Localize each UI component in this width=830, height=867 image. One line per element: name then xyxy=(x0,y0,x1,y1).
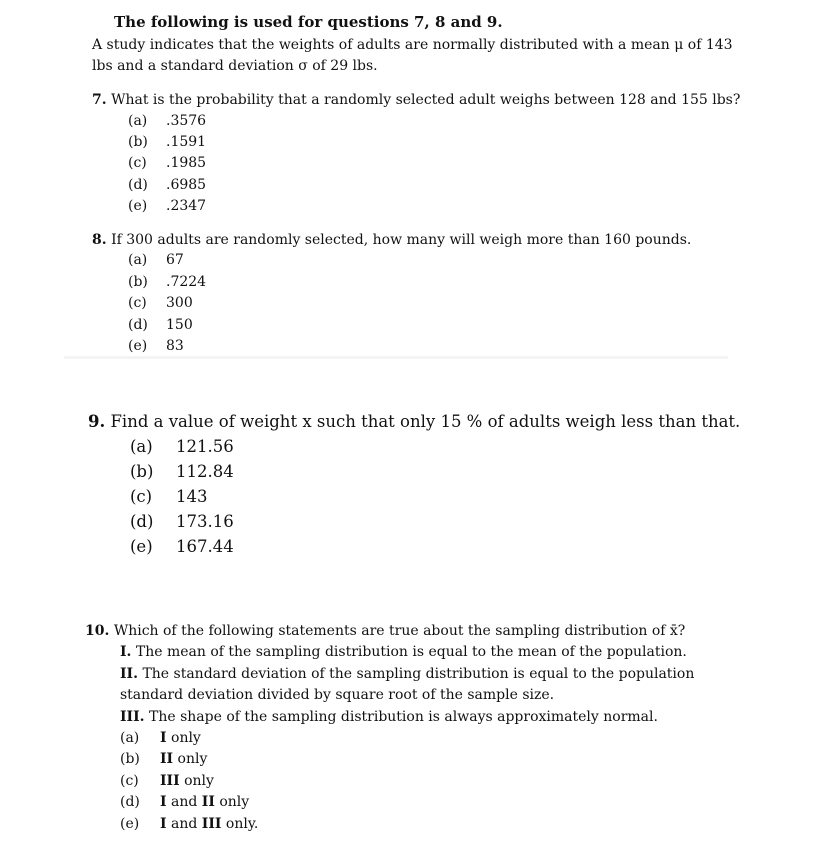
intro-line-2: lbs and a standard deviation σ of 29 lbs. xyxy=(92,58,378,74)
option-label: (c) xyxy=(128,155,147,171)
option-label: (d) xyxy=(130,512,154,531)
q8-option-d xyxy=(128,317,193,333)
option-value: .3576 xyxy=(166,113,207,129)
option-label: (e) xyxy=(128,338,148,354)
statement-text: The shape of the sampling distribution is always approximately normal. xyxy=(148,709,658,725)
intro-title: The following is used for questions 7, 8 and 9. xyxy=(114,13,503,31)
option-label: (c) xyxy=(130,487,153,506)
option-roman-2: II xyxy=(201,794,215,810)
option-text: and xyxy=(166,816,202,832)
option-label: (c) xyxy=(128,295,147,311)
intro-line-1: A study indicates that the weights of adults are normally distributed with a mean μ of 143 xyxy=(92,37,733,53)
question-number: 8. xyxy=(92,232,107,248)
q9-option-c xyxy=(130,487,208,506)
option-roman: I xyxy=(160,730,167,746)
option-text: only xyxy=(179,773,214,789)
q10-option-c xyxy=(120,773,214,789)
q7-option-b xyxy=(128,134,206,150)
q10-option-e xyxy=(120,816,258,832)
option-label: (d) xyxy=(128,177,148,193)
question-9 xyxy=(88,412,740,431)
option-text: only xyxy=(173,751,208,767)
option-value: 112.84 xyxy=(176,462,234,481)
q7-option-c xyxy=(128,155,206,171)
option-label: (e) xyxy=(120,816,140,832)
question-text: If 300 adults are randomly selected, how many will weigh more than 160 pounds. xyxy=(111,232,692,248)
q9-option-b xyxy=(130,462,234,481)
option-value: 67 xyxy=(166,252,184,268)
option-roman-2: III xyxy=(201,816,222,832)
option-roman: II xyxy=(160,751,174,767)
option-value: 173.16 xyxy=(176,512,234,531)
option-label: (b) xyxy=(130,462,154,481)
option-value: 121.56 xyxy=(176,437,234,456)
option-label: (b) xyxy=(128,134,148,150)
q8-option-c xyxy=(128,295,193,311)
q10-option-b xyxy=(120,751,207,767)
q7-option-e xyxy=(128,198,206,214)
option-label: (e) xyxy=(128,198,148,214)
q8-option-e xyxy=(128,338,184,354)
statement-1 xyxy=(120,644,687,660)
q10-option-a xyxy=(120,730,201,746)
option-label: (b) xyxy=(120,751,140,767)
option-label: (a) xyxy=(128,252,148,268)
q7-option-a xyxy=(128,113,206,129)
q9-option-d xyxy=(130,512,234,531)
option-roman: I xyxy=(160,816,167,832)
q7-option-d xyxy=(128,177,206,193)
option-value: 83 xyxy=(166,338,184,354)
statement-roman: II. xyxy=(120,666,138,682)
option-value: .1985 xyxy=(166,155,207,171)
question-number: 7. xyxy=(92,92,107,108)
option-label: (e) xyxy=(130,537,153,556)
option-value: .1591 xyxy=(166,134,207,150)
question-text: What is the probability that a randomly selected adult weighs between 128 and 155 lbs? xyxy=(111,92,741,108)
page-divider xyxy=(64,356,728,359)
q8-option-b xyxy=(128,274,206,290)
option-value: 150 xyxy=(166,317,193,333)
option-text: only xyxy=(214,794,250,810)
option-label: (c) xyxy=(120,773,139,789)
statement-text: standard deviation divided by square root of the sample size. xyxy=(120,687,555,703)
option-value: .2347 xyxy=(166,198,207,214)
option-label: (a) xyxy=(120,730,140,746)
option-text: and xyxy=(166,794,202,810)
option-value: 300 xyxy=(166,295,193,311)
option-value: .7224 xyxy=(166,274,207,290)
question-8 xyxy=(92,232,691,248)
question-text: Which of the following statements are true about the sampling distribution of x̄? xyxy=(113,623,686,639)
question-7 xyxy=(92,92,740,108)
option-roman: I xyxy=(160,794,167,810)
option-label: (a) xyxy=(130,437,153,456)
statement-roman: I. xyxy=(120,644,132,660)
option-label: (a) xyxy=(128,113,148,129)
question-number: 9. xyxy=(88,412,106,431)
statement-text: The mean of the sampling distribution is equal to the mean of the population. xyxy=(135,644,687,660)
q9-option-a xyxy=(130,437,234,456)
option-label: (b) xyxy=(128,274,148,290)
statement-text: The standard deviation of the sampling distribution is equal to the population xyxy=(142,666,695,682)
question-text: Find a value of weight x such that only 15 % of adults weigh less than that. xyxy=(110,412,741,431)
question-10 xyxy=(85,623,685,639)
option-value: 167.44 xyxy=(176,537,234,556)
q10-option-d xyxy=(120,794,249,810)
option-text: only. xyxy=(221,816,259,832)
option-value: 143 xyxy=(176,487,208,506)
q9-option-e xyxy=(130,537,234,556)
option-label: (d) xyxy=(120,794,140,810)
statement-3 xyxy=(120,709,658,725)
option-value: .6985 xyxy=(166,177,207,193)
statement-roman: III. xyxy=(120,709,145,725)
statement-2 xyxy=(120,666,694,682)
q8-option-a xyxy=(128,252,184,268)
option-roman: III xyxy=(160,773,180,789)
statement-2-continued xyxy=(120,687,554,703)
option-label: (d) xyxy=(128,317,148,333)
option-text: only xyxy=(166,730,201,746)
question-number: 10. xyxy=(85,623,110,639)
